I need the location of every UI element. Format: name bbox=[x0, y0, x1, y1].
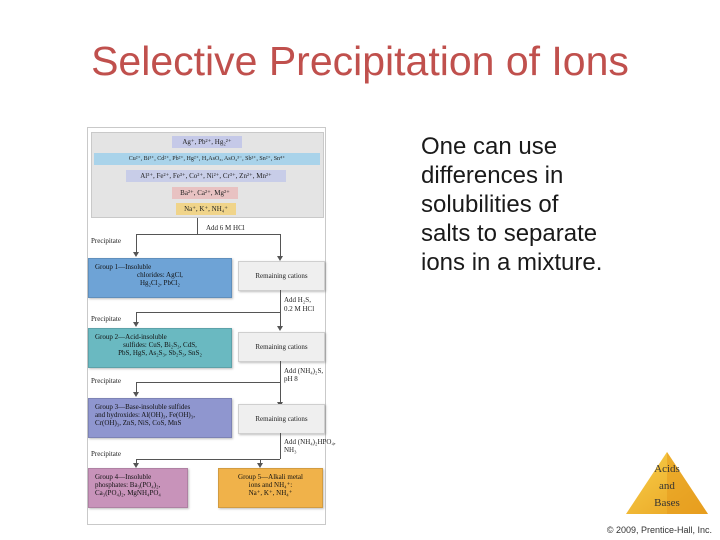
logo-line: and bbox=[659, 480, 675, 492]
group-2-box bbox=[88, 328, 232, 368]
group-line: ions and NH₄⁺: bbox=[248, 481, 293, 489]
reagent-label: 0.2 M HCl bbox=[284, 305, 315, 313]
slide-title: Selective Precipitation of Ions bbox=[91, 38, 629, 84]
group-line: sulfides: CuS, Bi₂S₃, CdS, bbox=[123, 341, 197, 349]
flow-arrow bbox=[133, 252, 139, 257]
logo-text bbox=[622, 461, 712, 512]
reagent-label: pH 8 bbox=[284, 375, 298, 383]
remaining-cations-box: Remaining cations bbox=[238, 332, 325, 362]
flow-arrow bbox=[133, 392, 139, 397]
flow-line bbox=[197, 218, 198, 234]
ion-row: Cu²⁺, Bi³⁺, Cd²⁺, Pb²⁺, Hg²⁺, H₃AsO₃, AsO₄³⁻, Sb³⁺, Sn²⁺, Sn⁴⁺ bbox=[94, 153, 320, 165]
ion-row: Ba²⁺, Ca²⁺, Mg²⁺ bbox=[172, 187, 238, 199]
group-1-box bbox=[88, 258, 232, 298]
bullet-text bbox=[421, 132, 681, 277]
bullet-line: differences in bbox=[421, 162, 564, 189]
reagent-label: Add H₂S, bbox=[284, 296, 311, 304]
flow-line bbox=[280, 290, 281, 312]
reagent-label: Add 6 M HCl bbox=[206, 224, 245, 232]
group-line: Group 2—Acid-insoluble bbox=[95, 333, 167, 341]
flow-line bbox=[136, 459, 280, 460]
group-line: phosphates: Ba₃(PO₄)₂, bbox=[95, 481, 161, 489]
group-5-box bbox=[218, 468, 323, 508]
flow-line bbox=[280, 433, 281, 459]
ion-row: Na⁺, K⁺, NH₄⁺ bbox=[176, 203, 236, 215]
flow-arrow bbox=[277, 326, 283, 331]
group-3-box bbox=[88, 398, 232, 438]
flow-arrow bbox=[133, 322, 139, 327]
group-line: Group 5—Alkali metal bbox=[238, 473, 303, 481]
logo-line: Bases bbox=[654, 497, 680, 509]
group-line: PbS, HgS, As₂S₃, Sb₂S₃, SnS₂ bbox=[118, 349, 202, 357]
flow-line bbox=[136, 382, 280, 383]
acids-bases-logo bbox=[622, 448, 712, 518]
group-line: Group 4—Insoluble bbox=[95, 473, 152, 481]
bullet-line: One can use bbox=[421, 133, 558, 160]
flow-line bbox=[136, 234, 137, 254]
flow-line bbox=[136, 312, 280, 313]
logo-line: Acids bbox=[654, 463, 680, 475]
copyright-notice: © 2009, Prentice-Hall, Inc. bbox=[606, 525, 712, 535]
group-line: Group 3—Base-insoluble sulfides bbox=[95, 403, 191, 411]
flow-line bbox=[280, 382, 281, 404]
group-line: chlorides: AgCl, bbox=[137, 271, 183, 279]
bullet-line: salts to separate bbox=[421, 220, 598, 247]
precipitation-flowchart bbox=[87, 127, 336, 525]
group-line: Ca₃(PO₄)₂, MgNH₄PO₄ bbox=[95, 489, 161, 497]
group-line: Cr(OH)₃, ZnS, NiS, CoS, MnS bbox=[95, 419, 182, 427]
flow-line bbox=[136, 234, 280, 235]
reagent-label: Add (NH₄)₂HPO₄, bbox=[284, 438, 336, 446]
flow-line bbox=[280, 361, 281, 382]
group-4-box bbox=[88, 468, 188, 508]
group-line: Na⁺, K⁺, NH₄⁺ bbox=[248, 489, 293, 497]
precipitate-label: Precipitate bbox=[91, 450, 121, 458]
remaining-cations-box: Remaining cations bbox=[238, 404, 325, 434]
bullet-line: solubilities of bbox=[421, 191, 559, 218]
remaining-cations-box: Remaining cations bbox=[238, 261, 325, 291]
ion-row: Ag⁺, Pb²⁺, Hg₂²⁺ bbox=[172, 136, 242, 148]
precipitate-label: Precipitate bbox=[91, 237, 121, 245]
reagent-label: NH₃ bbox=[284, 446, 297, 454]
ion-mixture-block bbox=[91, 132, 324, 218]
ion-row: Al³⁺, Fe²⁺, Fe³⁺, Co²⁺, Ni²⁺, Cr³⁺, Zn²⁺, Mn²⁺ bbox=[126, 170, 286, 182]
reagent-label: Add (NH₄)₂S, bbox=[284, 367, 324, 375]
group-line: and hydroxides: Al(OH)₃, Fe(OH)₃, bbox=[95, 411, 195, 419]
flow-line bbox=[280, 234, 281, 258]
precipitate-label: Precipitate bbox=[91, 377, 121, 385]
group-line: Hg₂Cl₂, PbCl₂ bbox=[140, 279, 180, 287]
group-line: Group 1—Insoluble bbox=[95, 263, 152, 271]
bullet-line: ions in a mixture. bbox=[421, 249, 603, 276]
precipitate-label: Precipitate bbox=[91, 315, 121, 323]
